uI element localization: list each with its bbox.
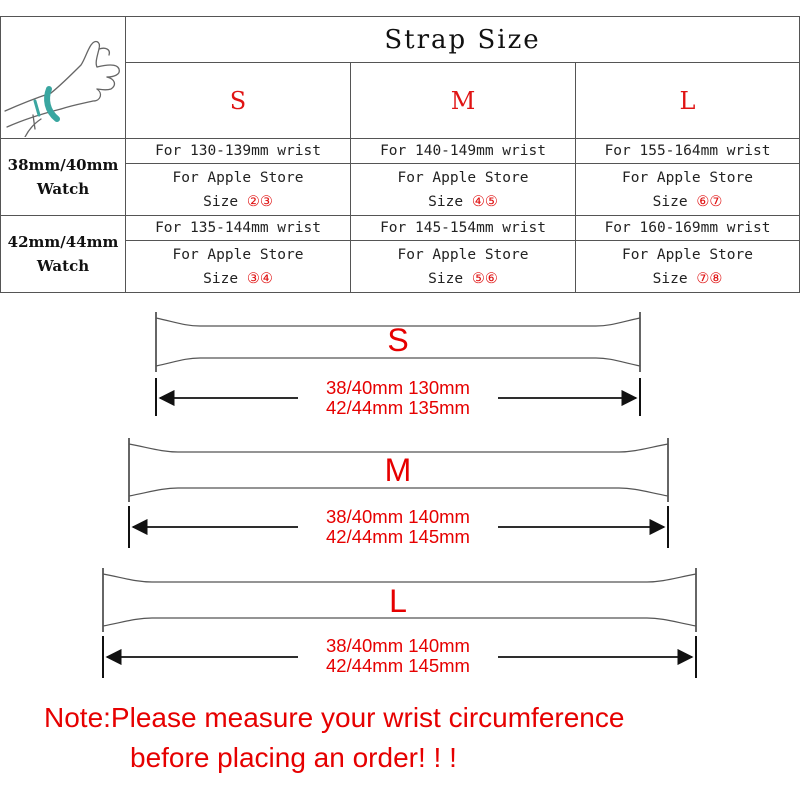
- apple-store-size: Size ⑤⑥: [428, 270, 498, 287]
- row-label-size: 42mm/44mm: [7, 233, 119, 251]
- strap-l-label: L: [389, 583, 407, 619]
- size-marks: ⑦⑧: [696, 270, 723, 287]
- strap-m-label: M: [384, 452, 412, 488]
- apple-store-size-cell: [126, 164, 351, 216]
- row-label-size: 38mm/40mm: [7, 156, 119, 174]
- strap-s-label: S: [387, 322, 409, 358]
- strap-size-table: [0, 16, 800, 293]
- apple-store-size-cell: [351, 241, 576, 293]
- size-marks: ②③: [246, 193, 273, 210]
- wrist-range-cell: For 135-144mm wrist: [126, 216, 351, 241]
- wrist-illustration-cell: [1, 17, 126, 139]
- apple-store-size: Size ②③: [203, 193, 273, 210]
- row-label-42-44: [1, 216, 126, 293]
- wrist-range-cell: For 155-164mm wrist: [576, 139, 800, 164]
- apple-store-size-cell: [126, 241, 351, 293]
- apple-store-size-cell: [576, 164, 800, 216]
- apple-store-size: Size ④⑤: [428, 193, 498, 210]
- row-label-watch: Watch: [36, 257, 90, 275]
- dimension-line-42-44: 42/44mm 145mm: [326, 526, 470, 547]
- dimension-line-42-44: 42/44mm 145mm: [326, 655, 470, 676]
- apple-store-label: For Apple Store: [622, 246, 753, 263]
- size-marks: ③④: [246, 270, 273, 287]
- dimension-line-42-44: 42/44mm 135mm: [326, 397, 470, 418]
- size-marks: ④⑤: [471, 193, 498, 210]
- strap-s-dimension-text: [298, 378, 498, 418]
- dimension-line-38-40: 38/40mm 130mm: [326, 377, 470, 398]
- size-header-m: M: [351, 63, 576, 139]
- size-marks: ⑥⑦: [696, 193, 723, 210]
- apple-store-size: Size ⑦⑧: [652, 270, 723, 287]
- wrist-range-cell: For 160-169mm wrist: [576, 216, 800, 241]
- dimension-line-38-40: 38/40mm 140mm: [326, 506, 470, 527]
- note-line-1: Note:Please measure your wrist circumference: [44, 702, 625, 733]
- apple-store-label: For Apple Store: [172, 246, 304, 263]
- apple-store-label: For Apple Store: [172, 169, 304, 186]
- dimension-line-38-40: 38/40mm 140mm: [326, 635, 470, 656]
- wrist-range-cell: For 145-154mm wrist: [351, 216, 576, 241]
- apple-store-label: For Apple Store: [397, 246, 529, 263]
- size-header-l: L: [576, 63, 800, 139]
- row-label-watch: Watch: [36, 180, 90, 198]
- note-line-2: before placing an order! ! !: [130, 742, 457, 773]
- size-header-s: S: [126, 63, 351, 139]
- strap-l-dimension-text: [298, 636, 498, 676]
- row-label-38-40: [1, 139, 126, 216]
- strap-m-dimension-text: [298, 507, 498, 547]
- apple-store-size-cell: [576, 241, 800, 293]
- apple-store-label: For Apple Store: [397, 169, 529, 186]
- wrist-measure-icon: [1, 19, 125, 137]
- wrist-range-cell: For 130-139mm wrist: [126, 139, 351, 164]
- table-title: Strap Size: [126, 17, 800, 63]
- apple-store-size-cell: [351, 164, 576, 216]
- apple-store-size: Size ③④: [203, 270, 273, 287]
- size-marks: ⑤⑥: [471, 270, 498, 287]
- apple-store-size: Size ⑥⑦: [652, 193, 723, 210]
- wrist-range-cell: For 140-149mm wrist: [351, 139, 576, 164]
- apple-store-label: For Apple Store: [622, 169, 753, 186]
